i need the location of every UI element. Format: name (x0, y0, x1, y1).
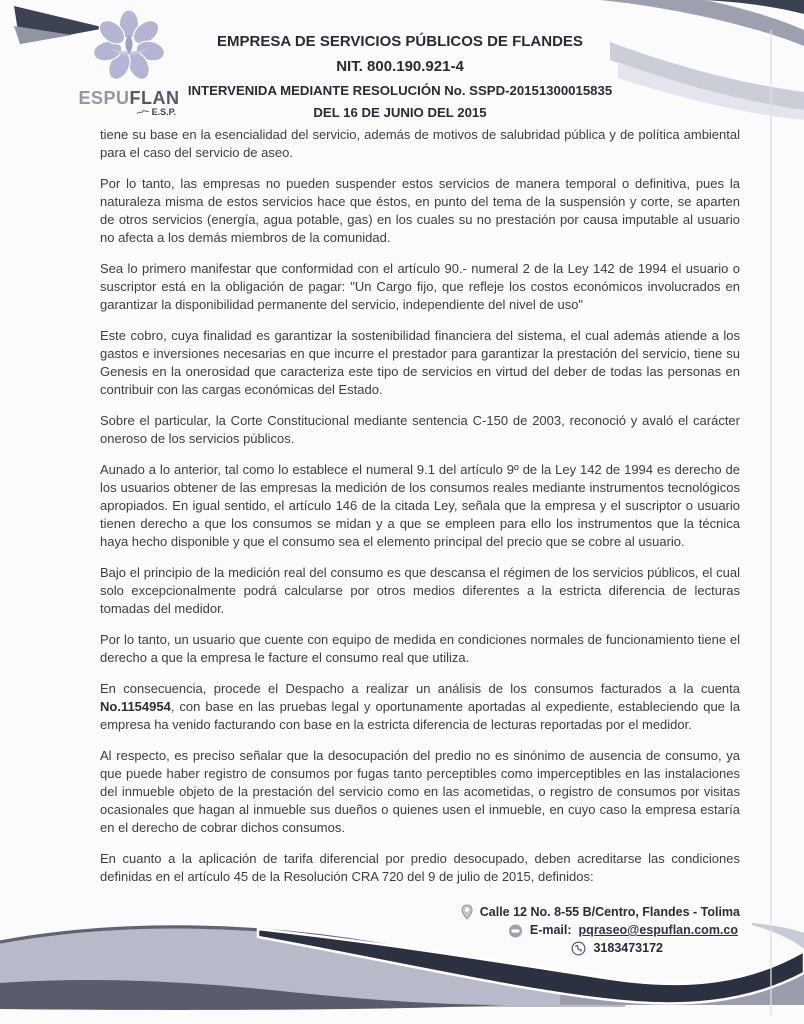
letterhead (170, 33, 630, 127)
paragraph: Bajo el principio de la medición real del consumo es que descansa el régimen de los servicios públicos, el cual solo excepcionalmente podrá calcularse por otros medios diferentes a la estricta diferencia de lecturas tomadas del medidor. (100, 565, 740, 616)
account-number: No.1154954 (100, 699, 171, 714)
logo-text-flan: FLAN (129, 88, 180, 108)
paragraph: Este cobro, cuya finalidad es garantizar la sostenibilidad financiera del sistema, el cual además atiende a los gastos e inversiones necesarias en que incurre el prestador para garantizar la prestación del servicio, tiene su Genesis en la onerosidad que caracteriza este tipo de servicios en virtud del deber de todas las personas en contribuir con las cargas económicas del Estado. (100, 328, 740, 397)
document-body (100, 126, 740, 899)
paragraph: Aunado a lo anterior, tal como lo establece el numeral 9.1 del artículo 9º de la Ley 142 de 1994 es derecho de los usuarios obtener de las empresas la medición de los consumos reales mediante instrumentos tecnológicos apropiados. En igual sentido, el artículo 146 de la citada Ley, señala que la empresa y el suscriptor o usuario tienen derecho a que los consumos se midan y a que se empleen para ello los instrumentos que la técnica haya hecho disponible y que el consumo sea el elemento principal del precio que se cobre al usuario. (100, 462, 740, 549)
location-pin-icon (461, 904, 473, 920)
email-link[interactable]: pqraseo@espuflan.com.co (578, 923, 738, 937)
company-name: EMPRESA DE SERVICIOS PÚBLICOS DE FLANDES (217, 33, 583, 50)
paragraph: Por lo tanto, las empresas no pueden suspender estos servicios de manera temporal o definitiva, pues la naturaleza misma de estos servicios hace que éstos, en punto del tema de la suspensión y corte, se aparten de otros servicios (energía, agua potable, gas) en los cuales su no prestación por causa imputable al usuario no afecta a los demás miembros de la comunidad. (100, 176, 740, 245)
footer-swoosh-decoration (0, 921, 804, 1016)
paragraph: tiene su base en la esencialidad del servicio, además de motivos de salubridad pública y de política ambiental para el caso del servicio de aseo. (100, 127, 740, 160)
company-nit: NIT. 800.190.921-4 (336, 58, 464, 75)
signature-scribble-icon (136, 108, 150, 116)
paragraph: Sobre el particular, la Corte Constitucional mediante sentencia C-150 de 2003, reconoció y avaló el carácter oneroso de los servicios públicos. (100, 413, 740, 446)
paragraph: En cuanto a la aplicación de tarifa diferencial por predio desocupado, deben acreditarse las condiciones definidas en el artículo 45 de la Resolución CRA 720 del 9 de julio de 2015, definidos: (100, 851, 740, 884)
address-row (461, 904, 740, 920)
logo-esp-label: E.S.P. (151, 107, 176, 117)
logo-text-espu: ESPU (78, 88, 130, 108)
paragraph: Por lo tanto, un usuario que cuente con equipo de medida en condiciones normales de funcionamiento tiene el derecho a que la empresa le facture el consumo real que utiliza. (100, 632, 740, 665)
email-label: E-mail: (529, 923, 572, 937)
scan-artifact-line (770, 30, 772, 1015)
paragraph-account-analysis (100, 680, 740, 734)
account-paragraph-lead: En consecuencia, procede el Despacho a realizar un análisis de los consumos facturados a la cuenta (100, 681, 740, 696)
paragraph: Al respecto, es preciso señalar que la desocupación del predio no es sinónimo de ausencia de consumo, ya que puede haber registro de consumos por fugas tanto perceptibles como imperceptibles en las instalaciones del inmueble objeto de la prestación del servicio como en las acometidas, o registro de consumos por visitas ocasionales que hagan al inmueble sus dueños o quienes usen el inmueble, en cuyo caso la empresa estaría en el derecho de cobrar dichos consumos. (100, 748, 740, 835)
address-text: Calle 12 No. 8-55 B/Centro, Flandes - Tolima (479, 904, 740, 919)
phone-text: 3183473172 (593, 941, 663, 955)
intervention-date: DEL 16 DE JUNIO DEL 2015 (313, 105, 487, 120)
paragraph: Sea lo primero manifestar que conformidad con el artículo 90.- numeral 2 de la Ley 142 de 1994 el usuario o suscriptor está en la obligación de pagar: "Un Cargo fijo, que refleje los costos económicos involucrados en garantizar la disponibilidad permanente del servicio, independiente del nivel de uso" (100, 261, 740, 312)
intervention-resolution: INTERVENIDA MEDIANTE RESOLUCIÓN No. SSPD-20151300015835 (187, 83, 613, 98)
logo-leaf-sphere-icon (86, 8, 172, 88)
account-paragraph-tail: , con base en las pruebas legal y oportunamente aportadas al expediente, estableciendo que la empresa ha venido facturando con base en la estricta diferencia de lecturas reportadas por el medidor. (100, 699, 740, 732)
